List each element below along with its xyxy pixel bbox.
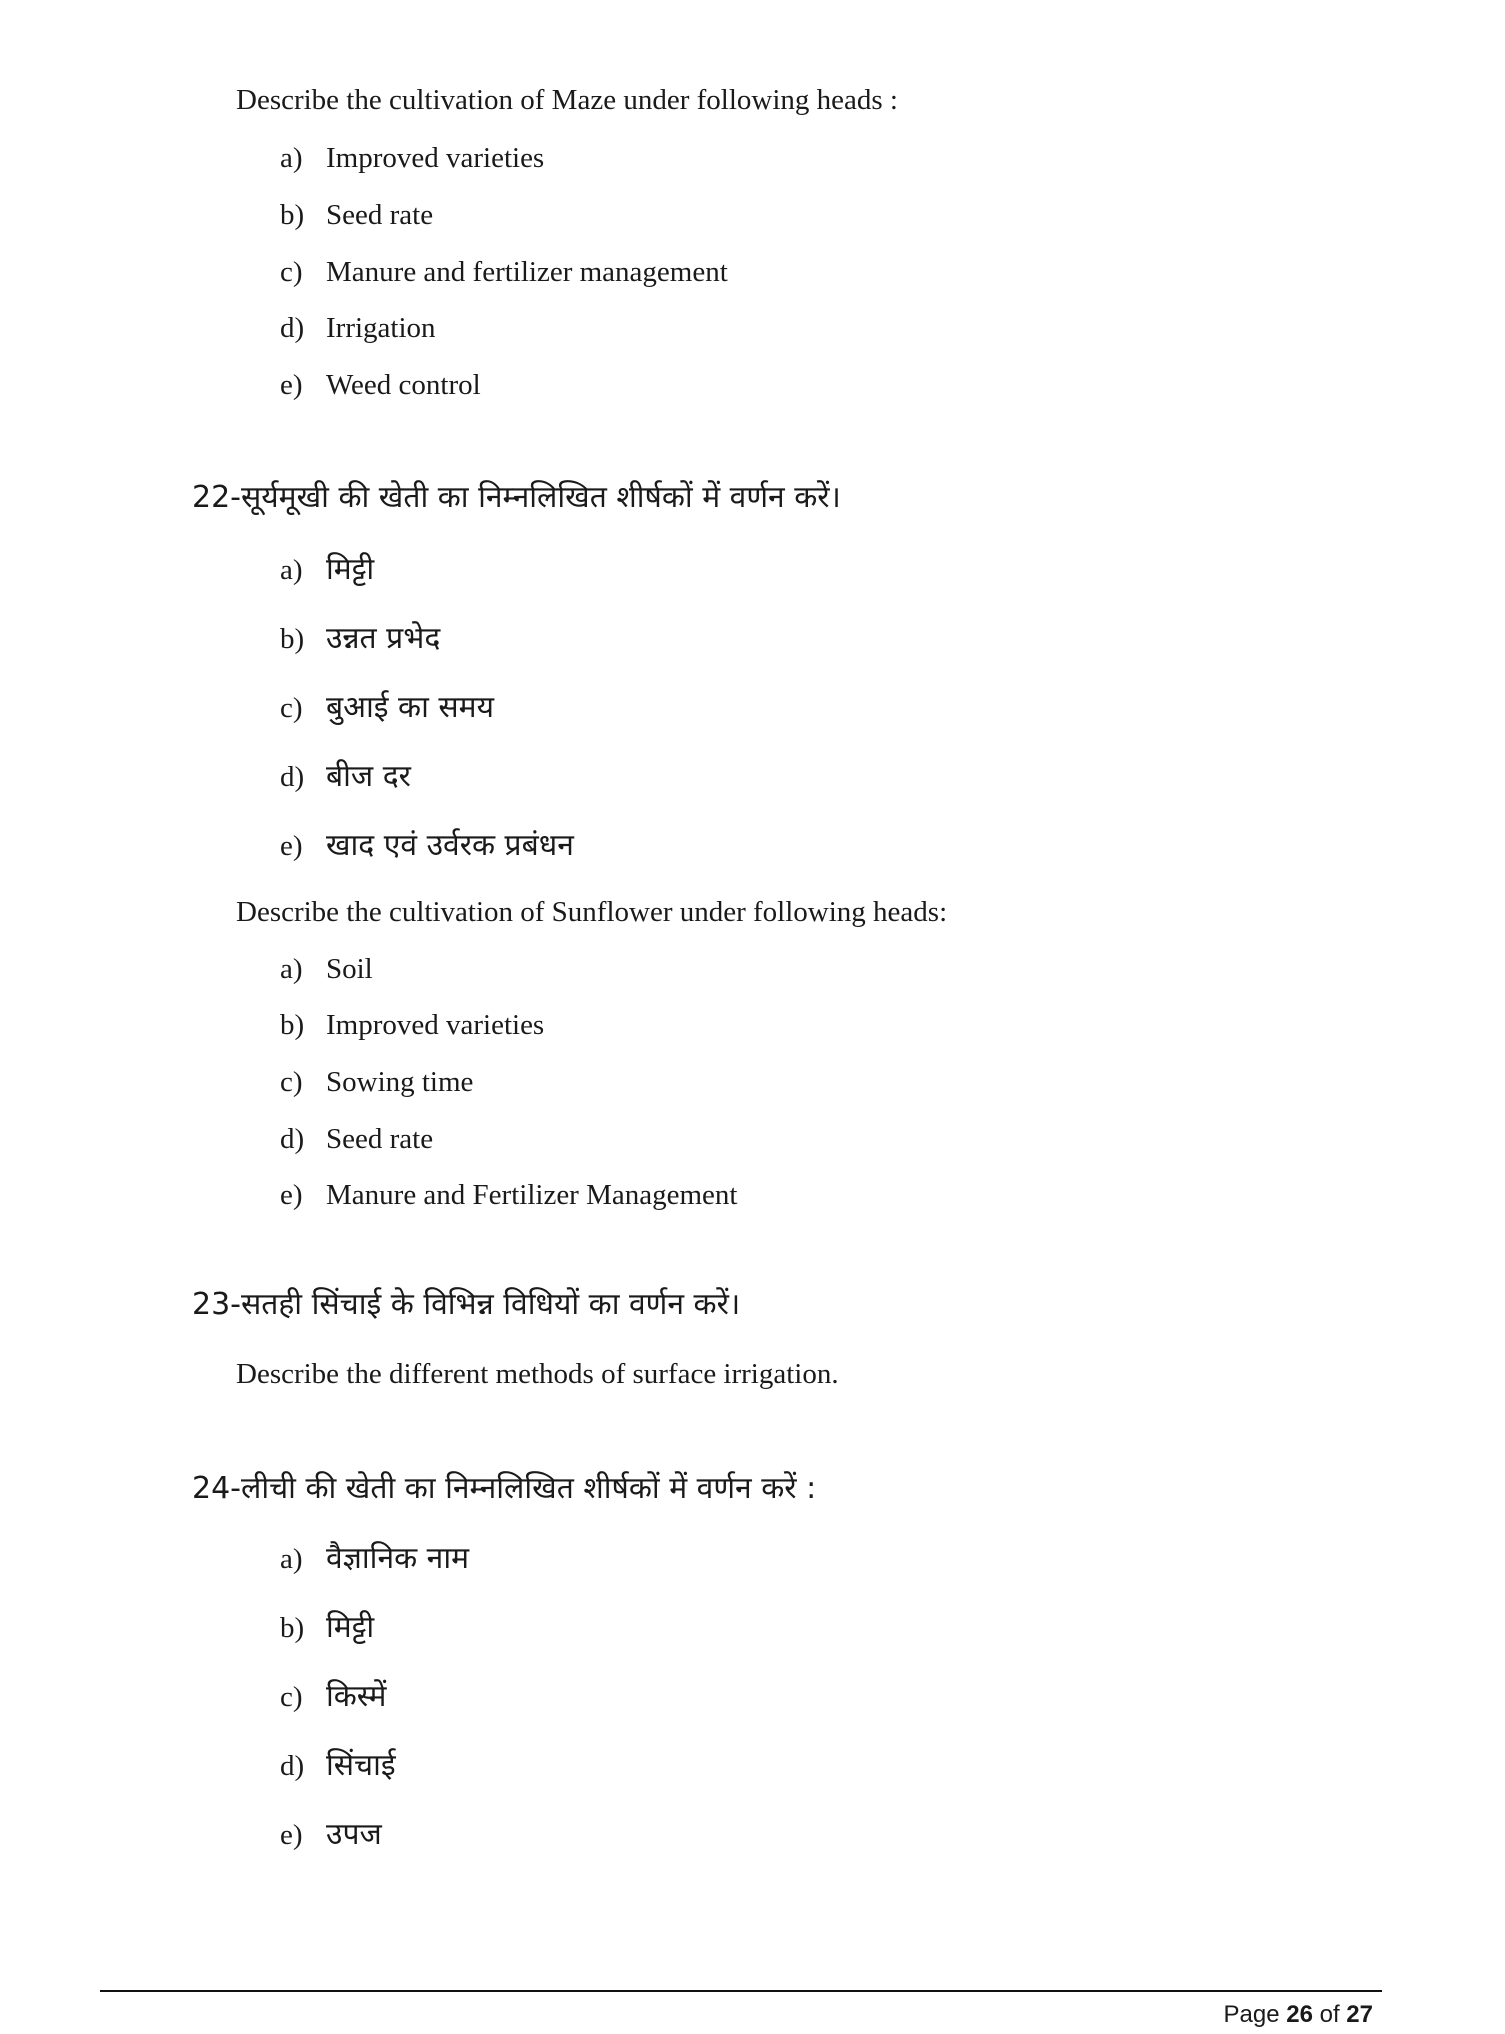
item-label: e) (280, 830, 303, 862)
item-text: वैज्ञानिक नाम (326, 1541, 470, 1576)
maze-item-c (280, 254, 728, 290)
question-22-heading: 22-सूर्यमूखी की खेती का निम्नलिखित शीर्षकों में वर्णन करें। (192, 480, 841, 515)
footer-page-word: Page (1223, 2001, 1280, 2028)
question-23-heading: 23-सतही सिंचाई के विभिन्न विधियों का वर्णन करें। (192, 1287, 741, 1322)
item-text: खाद एवं उर्वरक प्रबंधन (326, 828, 574, 863)
item-label: d) (280, 1750, 305, 1782)
item-text: मिट्टी (326, 1610, 375, 1645)
item-text: Seed rate (326, 199, 434, 231)
item-text: Manure and fertilizer management (326, 256, 728, 288)
item-text: Improved varieties (326, 142, 545, 174)
item-text: Manure and Fertilizer Management (326, 1179, 738, 1211)
item-label: b) (280, 1612, 305, 1644)
q24-item-a (280, 1541, 469, 1577)
item-text: उपज (326, 1817, 382, 1852)
q22-en-item-a (280, 951, 373, 987)
item-label: b) (280, 623, 305, 655)
q22-en-item-e (280, 1177, 737, 1213)
item-text: किस्में (326, 1679, 387, 1714)
item-label: c) (280, 1681, 303, 1713)
maze-item-e (280, 367, 481, 403)
item-text: Weed control (326, 369, 481, 401)
item-text: उन्नत प्रभेद (326, 621, 441, 656)
q22-hi-item-b (280, 621, 440, 657)
item-label: c) (280, 1066, 303, 1098)
item-label: a) (280, 953, 303, 985)
item-label: d) (280, 312, 305, 344)
item-label: e) (280, 369, 303, 401)
footer-rule (100, 1990, 1382, 1992)
q23-text-en: Describe the different methods of surface irrigation. (236, 1358, 839, 1390)
footer-of-word: of (1319, 2001, 1340, 2028)
q24-item-b (280, 1610, 374, 1646)
item-label: e) (280, 1179, 303, 1211)
item-label: a) (280, 1543, 303, 1575)
q22-hi-item-c (280, 690, 494, 726)
item-text: बुआई का समय (326, 690, 495, 725)
item-label: c) (280, 692, 303, 724)
q22-en-item-c (280, 1064, 473, 1100)
q22-intro-en: Describe the cultivation of Sunflower under following heads: (236, 896, 948, 928)
item-text: मिट्टी (326, 552, 375, 587)
footer-page-number: 26 (1286, 2001, 1313, 2028)
item-text: सिंचाई (326, 1748, 396, 1783)
page-footer (1224, 2000, 1374, 2030)
item-text: Soil (326, 953, 373, 985)
item-label: b) (280, 199, 305, 231)
q22-en-item-b (280, 1007, 544, 1043)
q22-en-item-d (280, 1121, 433, 1157)
q22-hi-item-d (280, 759, 411, 795)
maze-item-d (280, 310, 436, 346)
item-text: Improved varieties (326, 1009, 545, 1041)
item-label: d) (280, 1123, 305, 1155)
maze-item-a (280, 140, 544, 176)
item-label: a) (280, 142, 303, 174)
item-label: a) (280, 554, 303, 586)
question-24-heading: 24-लीची की खेती का निम्नलिखित शीर्षकों में वर्णन करें : (192, 1471, 817, 1506)
q24-item-d (280, 1748, 396, 1784)
maze-intro: Describe the cultivation of Maze under following heads : (236, 84, 898, 116)
q22-hi-item-a (280, 552, 374, 588)
item-text: Sowing time (326, 1066, 474, 1098)
q22-hi-item-e (280, 828, 574, 864)
item-text: Irrigation (326, 312, 436, 344)
maze-item-b (280, 197, 433, 233)
q24-item-c (280, 1679, 386, 1715)
item-text: बीज दर (326, 759, 411, 794)
item-label: e) (280, 1819, 303, 1851)
q24-item-e (280, 1817, 382, 1853)
item-label: d) (280, 761, 305, 793)
item-text: Seed rate (326, 1123, 434, 1155)
item-label: b) (280, 1009, 305, 1041)
footer-total-pages: 27 (1346, 2001, 1373, 2028)
item-label: c) (280, 256, 303, 288)
